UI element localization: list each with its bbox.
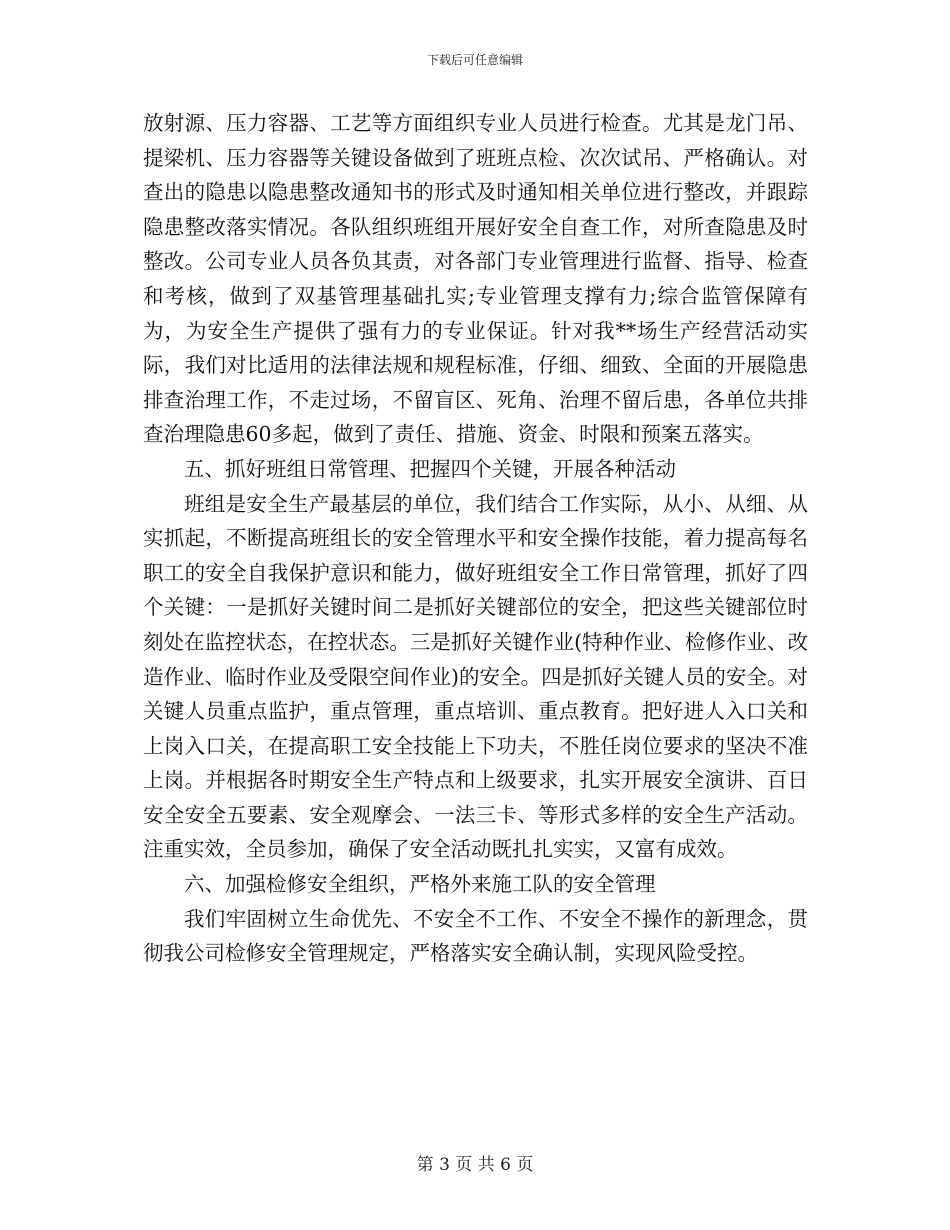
page-number: 第 3 页 共 6 页 xyxy=(416,1155,534,1175)
section-heading-5: 五、抓好班组日常管理、把握四个关键，开展各种活动 xyxy=(184,456,676,481)
paragraph-continued: 放射源、压力容器、工艺等方面组织专业人员进行检查。尤其是龙门吊、提梁机、压力容器等关键设备做到了班班点检、次次试吊、严格确认。对查出的隐患以隐患整改通知书的形式及时通知相关单位进行整改，并跟踪隐患整改落实情况。各队组织班组开展好安全自查工作，对所查隐患及时整改。公司专业人员各负其责，对各部门专业管理进行监督、指导、检查和考核，做到了双基管理基础扎实;专业管理支撑有力;综合监管保障有为，为安全生产提供了强有力的专业保证。针对我**场生产经营活动实际，我们对比适用的法律法规和规程标准，仔细、细致、全面的开展隐患排查治理工作，不走过场，不留盲区、死角、治理不留后患，各单位共排查治理隐患60多起，做到了责任、措施、资金、时限和预案五落实。 xyxy=(143,111,808,447)
document-body xyxy=(143,106,808,971)
paragraph-maintenance-safety: 我们牢固树立生命优先、不安全不工作、不安全不操作的新理念，贯彻我公司检修安全管理规定，严格落实安全确认制，实现风险受控。 xyxy=(143,906,808,966)
paragraph-team-management: 班组是安全生产最基层的单位，我们结合工作实际，从小、从细、从实抓起，不断提高班组长的安全管理水平和安全操作技能，着力提高每名职工的安全自我保护意识和能力，做好班组安全工作日常管理，抓好了四个关键：一是抓好关键时间二是抓好关键部位的安全，把这些关键部位时刻处在监控状态，在控状态。三是抓好关键作业(特种作业、检修作业、改造作业、临时作业及受限空间作业)的安全。四是抓好关键人员的安全。对关键人员重点监护，重点管理，重点培训、重点教育。把好进人入口关和上岗入口关，在提高职工安全技能上下功夫，不胜任岗位要求的坚决不准上岗。并根据各时期安全生产特点和上级要求，扎实开展安全演讲、百日安全安全五要素、安全观摩会、一法三卡、等形式多样的安全生产活动。注重实效，全员参加，确保了安全活动既扎扎实实，又富有成效。 xyxy=(143,491,808,862)
section-heading-6: 六、加强检修安全组织，严格外来施工队的安全管理 xyxy=(184,872,656,897)
page-header-note: 下载后可任意编辑 xyxy=(426,53,523,67)
